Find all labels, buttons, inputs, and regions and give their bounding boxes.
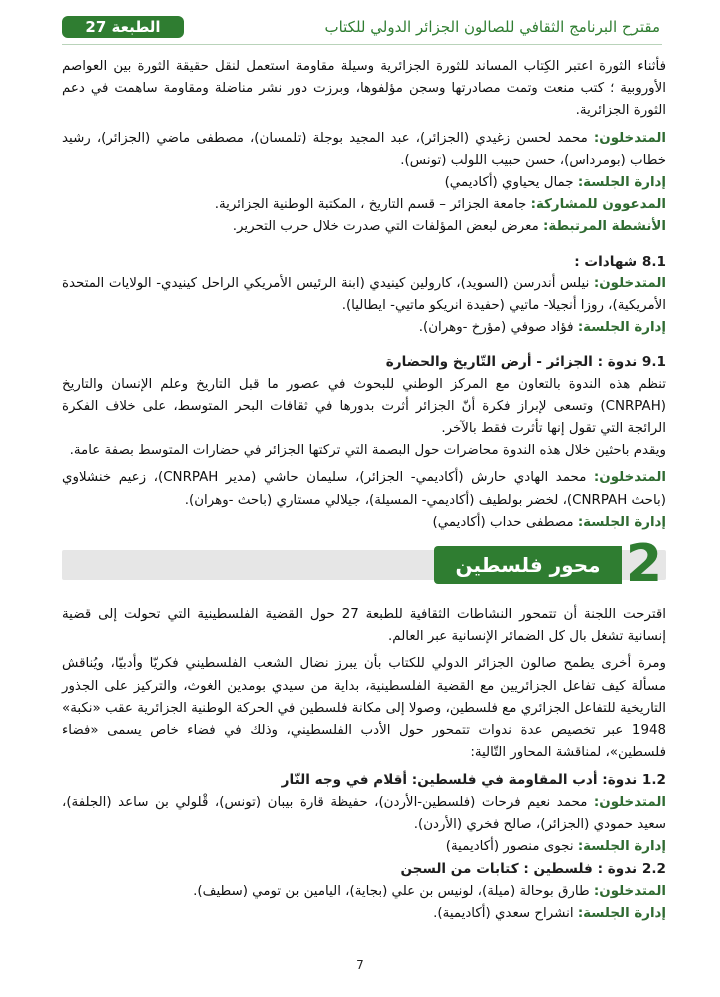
speakers-label: المتدخلون: [593,794,666,810]
seminar-12-speakers [62,792,666,836]
section-2-paragraph2: ومرة أخرى يطمح صالون الجزائر الدولي للكتاب بأن يبرز نضال الشعب الفلسطيني فكريّا وأدبيّا، ويُناقش مسألة كيف تفاعل الجزائريين مع القضية الفلسطينية، بداية من سيدي بومدين الغوث، والتركيز على الجذور التاريخية للتفاعل الجزائري مع فلسطين، وصولا إلى مكانة فلسطين في الحركة الوطنية الجزائرية عقب «نكبة» 1948 عبر تخصيص عدة ندوات تتمحور حول الأدب الفلسطيني، وذلك في فضاء خاص يسمى «فضاء فلسطين»، لمناقشة المحاور التّالية: [62,656,666,761]
moderation-text: جمال يحياوي (أكاديمي) [444,175,574,191]
invited-label: المدعوون للمشاركة: [530,197,666,213]
seminar-91-paragraph1: تنظم هذه الندوة بالتعاون مع المركز الوطني للبحوث في عصور ما قبل التاريخ وعلم الإنسان والتاريخ (CNRPAH) وتسعى لإبراز فكرة أنّ الجزائر أثرت بدورها في ثقافات البحر المتوسط، على خلاف الفكرة الرائجة التي تقول إنها تأثرت فقط بالآخر. [62,376,666,437]
page-number: 7 [356,958,364,972]
seminar-91-heading: 9.1 ندوة : الجزائر - أرض التّاريخ والحضارة [385,354,666,371]
seminar-22-moderation [62,903,666,925]
speakers-text: طارق بوحالة (ميلة)، لونيس بن علي (بجاية)، اليامين بن تومي (سطيف). [193,883,590,899]
moderation-label: إدارة الجلسة: [577,320,666,336]
speakers-text: محمد لحسن زغيدي (الجزائر)، عبد المجيد بوجلة (تلمسان)، مصطفى ماضي (الجزائر)، رشيد خطاب (بومرداس)، حسن حبيب اللولب (تونس). [62,130,666,168]
section-2-paragraph1: اقترحت اللجنة أن تتمحور النشاطات الثقافية للطبعة 27 حول القضية الفلسطينية التي تحولت إلى قضية إنسانية تشغل بال كل الضمائر الإنسانية عبر العالم. [62,607,666,645]
seminar-22-speakers [62,881,666,903]
intro-paragraph: فأثناء الثورة اعتبر الكِتاب المساند للثورة الجزائرية وسيلة مقاومة استعمل لنقل حقيقة الثورة بين العواصم الأوروبية ؛ كتب منعت وتمت مصادرتها وسجن مؤلفوها، وبرزت دور نشر مناضلة ومقاومة ساهمت في دعم الثورة الجزائرية. [62,59,666,119]
moderation-label: إدارة الجلسة: [577,839,666,855]
speakers-label: المتدخلون: [593,275,666,291]
seminar-91-paragraph2: ويقدم باحثين خلال هذه الندوة محاضرات حول البصمة التي تركتها الجزائر في حضارات المتوسط بصفة عامة. [69,443,666,459]
intro-activities [62,216,666,238]
header-title: مقترح البرنامج الثقافي للصالون الجزائر الدولي للكتاب [324,18,660,36]
invited-text: جامعة الجزائر – قسم التاريخ ، المكتبة الوطنية الجزائرية. [214,197,527,213]
testimonies-speakers [62,273,666,317]
activities-text: معرض لبعض المؤلفات التي صدرت خلال حرب التحرير. [232,219,539,235]
moderation-text: فؤاد صوفي (مؤرخ -وهران). [418,320,574,336]
moderation-label: إدارة الجلسة: [577,175,666,191]
seminar-12-heading: 1.2 ندوة: أدب المقاومة في فلسطين: أقلام في وجه النّار [281,772,666,789]
speakers-label: المتدخلون: [593,470,667,486]
seminar-91-moderation [62,512,666,534]
speakers-text: محمد نعيم فرحات (فلسطين-الأردن)، حفيظة قارة بيبان (تونس)، قْلولي بن ساعد (الجلفة)، سعيد حمودي (الجزائر)، صالح فخري (الأردن). [62,794,666,832]
activities-label: الأنشطة المرتبطة: [543,219,666,235]
intro-invited [62,194,666,216]
page-content [62,56,666,925]
moderation-text: مصطفى حداب (أكاديمي) [432,514,574,530]
testimonies-heading: 8.1 شهادات : [574,253,666,270]
speakers-label: المتدخلون: [593,130,666,146]
seminar-22-heading: 2.2 ندوة : فلسطين : كتابات من السجن [400,861,666,878]
moderation-text: انشراح سعدي (أكاديمية). [433,905,574,921]
moderation-label: إدارة الجلسة: [577,905,666,921]
speakers-text: نيلس أندرسن (السويد)، كارولين كينيدي (ابنة الرئيس الأمريكي الراحل كينيدي- الولايات المتحدة الأمريكية)، روزا أنجيلا- ماتيي (حفيدة انريكو ماتيي- ايطاليا). [62,275,666,314]
speakers-label: المتدخلون: [593,883,666,899]
moderation-label: إدارة الجلسة: [577,514,666,530]
speakers-text: محمد الهادي حارش (أكاديمي- الجزائر)، سليمان حاشي (مدير CNRPAH)، زعيم خنشلاوي (باحث CNRPAH)، لخضر بولطيف (أكاديمي- المسيلة)، جيلالي مستاري (باحث -وهران). [62,470,666,508]
intro-moderation [62,172,666,194]
testimonies-moderation [62,317,666,339]
section-2-banner [62,534,666,595]
page-header [62,14,662,42]
section-number: 2 [625,534,663,595]
section-title: محور فلسطين [434,546,622,584]
header-divider [62,44,662,45]
seminar-91-speakers [62,467,666,511]
moderation-text: نجوى منصور (أكاديمية) [445,839,574,855]
intro-speakers [62,128,666,172]
edition-badge: الطبعة 27 [62,16,184,38]
seminar-12-moderation [62,836,666,858]
